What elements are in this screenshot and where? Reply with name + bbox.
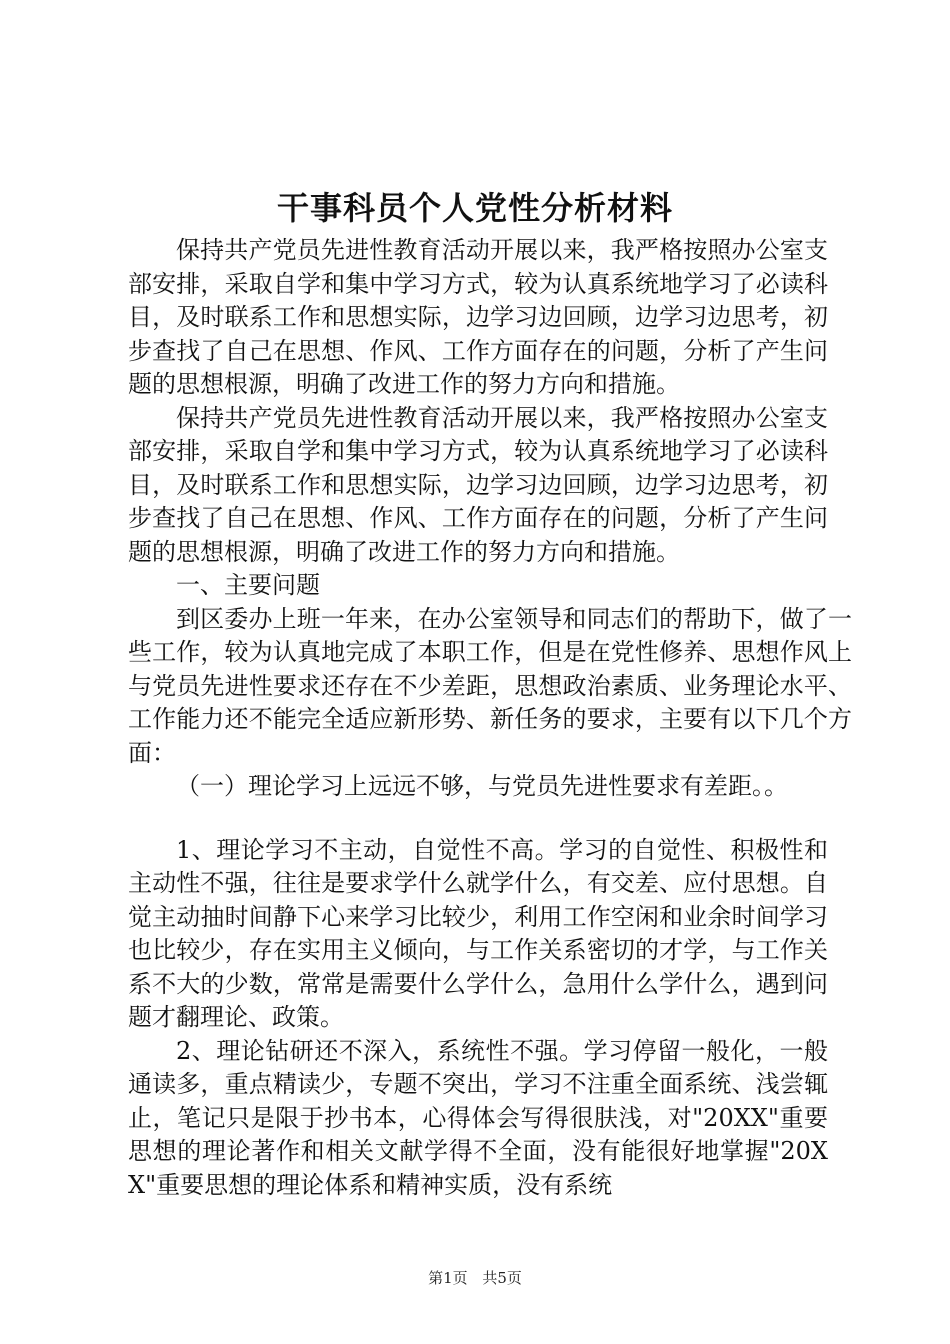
page-title: 干事科员个人党性分析材料 (276, 189, 673, 227)
paragraph-point-2: 2、理论钻研还不深入，系统性不强。学习停留一般化，一般通读多，重点精读少，专题不突出，学习不注重全面系统、浅尝辄止，笔记只是限于抄书本，心得体会写得很肤浅，对"20XX"重要思想的理论著作和相关文献学得不全面，没有能很好地掌握"20XX"重要思想的理论体系和精神实质，没有系统 (128, 1036, 828, 1199)
paragraph-problems-overview: 到区委办上班一年来，在办公室领导和同志们的帮助下，做了一些工作，较为认真地完成了本职工作，但是在党性修养、思想作风上与党员先进性要求还存在不少差距，思想政治素质、业务理论水平、工作能力还不能完全适应新形势、新任务的要求，主要有以下几个方面： (128, 604, 852, 767)
blank-line (128, 804, 828, 834)
paragraph-point-1: 1、理论学习不主动，自觉性不高。学习的自觉性、积极性和主动性不强，往往是要求学什么就学什么，有交差、应付思想。自觉主动抽时间静下心来学习比较少，利用工作空闲和业余时间学习也比较少，存在实用主义倾向，与工作关系密切的才学，与工作关系不大的少数，常常是需要什么学什么，急用什么学什么，遇到问题才翻理论、政策。 (128, 835, 828, 1031)
subsection-heading-theory-study: （一）理论学习上远远不够，与党员先进性要求有差距。。 (176, 772, 788, 800)
page-number: 第1页 (428, 1269, 468, 1287)
section-heading-main-problems: 一、主要问题 (176, 571, 320, 599)
document-body (128, 234, 852, 1202)
paragraph-intro-1: 保持共产党员先进性教育活动开展以来，我严格按照办公室支部安排，采取自学和集中学习方式，较为认真系统地学习了必读科目，及时联系工作和思想实际，边学习边回顾，边学习边思考，初步查找了自己在思想、作风、工作方面存在的问题，分析了产生问题的思想根源，明确了改进工作的努力方向和措施。 (128, 236, 828, 398)
page-footer (0, 1268, 950, 1288)
paragraph-intro-2: 保持共产党员先进性教育活动开展以来，我严格按照办公室支部安排，采取自学和集中学习方式，较为认真系统地学习了必读科目，及时联系工作和思想实际，边学习边回顾，边学习边思考，初步查找了自己在思想、作风、工作方面存在的问题，分析了产生问题的思想根源，明确了改进工作的努力方向和措施。 (128, 403, 828, 566)
page-total: 共5页 (482, 1269, 522, 1287)
